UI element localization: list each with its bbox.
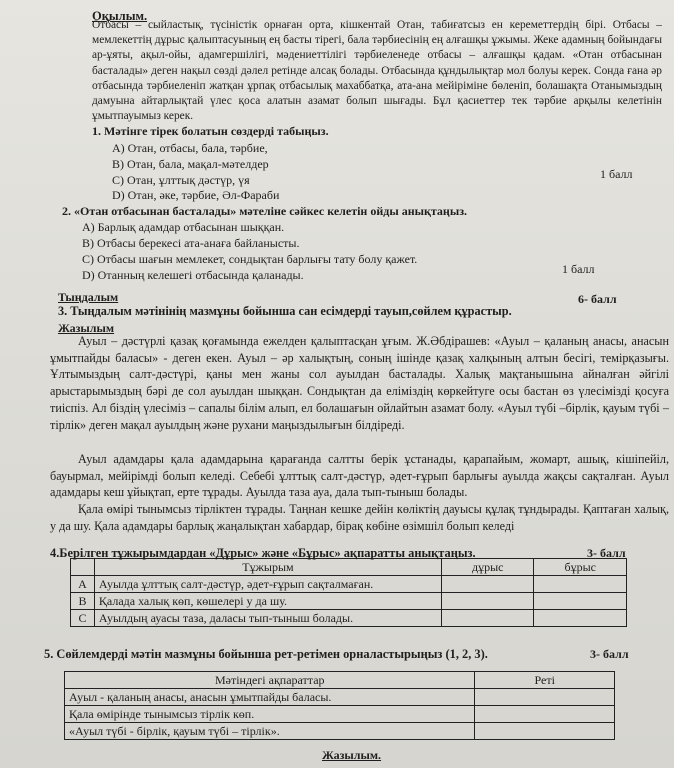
q5-table [64, 671, 615, 740]
q4-table [70, 558, 627, 627]
q2-option-d[interactable]: D) Отанның келешегі отбасында қаланады. [82, 268, 304, 282]
row-statement: Қалада халық көп, көшелері у да шу. [94, 593, 441, 610]
q3-score: 6- балл [578, 292, 617, 306]
table-row [65, 723, 615, 740]
footer-heading: Жазылым. [322, 748, 382, 762]
q5-title: 5. Сөйлемдерді мәтін мазмұны бойынша рет-ретімен орналастырыңыз (1, 2, 3). [44, 647, 488, 661]
row-letter: C [71, 610, 95, 627]
q2-option-b[interactable]: B) Отбасы берекесі ата-анаға байланысты. [82, 236, 300, 250]
writing-paragraph-1: Ауыл – дәстүрлі қазақ қоғамында ежелден қалыптасқан ұғым. Ж.Әбдірашев: «Ауыл – қаланың анасы, анасын ұмытпайды баласы» - деген екен. Ауыл – әр халықтың, соның ішінде қазақ халқының алтын бесігі, темірқазығы. Ұлтымыздың салт-дәстүрі, қаны мен жаны сол ауылдан басталады. Халық мақтанышына айналған әйгілі арыстарымыздың бәрі де сол ауылдан шыққан. Сондықтан да еліміздің көркейтуге осы бастан өз үлесімізді қосуға тиіспіз. Ал біздің үлесіміз – сапалы білім алып, ел болашағын ойлайтын азамат болу. «Ауыл түбі –бірлік, қауым түбі – тірлік» деген мақал ауылдың және рухани маңыздылығын білдіреді. [50, 334, 669, 432]
row-letter: A [71, 576, 95, 593]
q4-score: 3- балл [587, 546, 626, 560]
q2-option-c[interactable]: C) Отбасы шағын мемлекет, сондықтан барлығы тату болу қажет. [82, 252, 418, 266]
table-row [65, 706, 615, 723]
q1-title: 1. Мәтінге тірек болатын сөздерді табыңыз. [92, 124, 329, 138]
q5-header-order: Реті [475, 672, 615, 689]
q1-option-d[interactable]: D) Отан, әке, тәрбие, Әл-Фараби [112, 188, 280, 202]
false-answer-cell[interactable] [534, 610, 627, 627]
table-row [71, 593, 627, 610]
q2-title: 2. «Отан отбасынан басталады» мәтеліне сәйкес келетін ойды анықтаңыз. [62, 204, 468, 218]
q5-header-row [65, 672, 615, 689]
false-answer-cell[interactable] [534, 576, 627, 593]
table-row [65, 689, 615, 706]
q4-header-false: бұрыс [534, 559, 627, 576]
row-statement: Ауылда ұлттық салт-дәстүр, әдет-ғұрып сақталмаған. [94, 576, 441, 593]
q2-option-a[interactable]: A) Барлық адамдар отбасынан шыққан. [82, 220, 285, 234]
q1-option-a[interactable]: A) Отан, отбасы, бала, тәрбие, [112, 141, 268, 155]
true-answer-cell[interactable] [442, 576, 534, 593]
q4-header-true: дұрыс [442, 559, 534, 576]
listening-heading: Тыңдалым [58, 290, 119, 304]
q5-header-info: Мәтіндегі ақпараттар [65, 672, 475, 689]
writing-paragraph-3: Қала өмірі тынымсыз тірліктен тұрады. Таңнан кешке дейін көліктің дауысы құлақ тұндырады. Қаптаған халық, у да шу. Қала адамдары барлық жаңалықтан хабардар, бірақ көбіне өзімшіл болып келеді [50, 502, 669, 533]
table-row [71, 610, 627, 627]
order-answer-cell[interactable] [475, 706, 615, 723]
row-statement: Ауылдың ауасы таза, даласы тып-тыныш болады. [94, 610, 441, 627]
order-answer-cell[interactable] [475, 723, 615, 740]
writing-paragraph-2: Ауыл адамдары қала адамдарына қарағанда салтты берік ұстанады, қарапайым, жомарт, ашық, кішіпейіл, бауырмал, мейірімді болып келеді. Себебі ұлттық салт-дәстүр, әдет-ғұрып барлығы ауылда жақсы сақталған. Ауыл адамдары кеш ұйықтап, ерте тұрады. Ауылда таза ауа, дала тып-тыныш болады. [50, 452, 669, 500]
q4-header-statement: Тұжырым [94, 559, 441, 576]
false-answer-cell[interactable] [534, 593, 627, 610]
true-answer-cell[interactable] [442, 610, 534, 627]
row-info: Қала өмірінде тынымсыз тірлік көп. [65, 706, 475, 723]
reading-heading: Оқылым. [92, 9, 148, 23]
row-letter: B [71, 593, 95, 610]
q4-header-row [71, 559, 627, 576]
row-info: Ауыл - қаланың анасы, анасын ұмытпайды баласы. [65, 689, 475, 706]
table-row [71, 576, 627, 593]
q3-title: 3. Тыңдалым мәтінінің мазмұны бойынша сан есімдерді тауып,сөйлем құрастыр. [58, 304, 512, 318]
q1-score: 1 балл [600, 167, 633, 181]
q5-score: 3- балл [590, 647, 629, 661]
q1-option-b[interactable]: B) Отан, бала, мақал-мәтелдер [112, 157, 269, 171]
reading-paragraph: Отбасы – сыйластық, түсіністік орнаған орта, кішкентай Отан, табиғатсыз ен кереметтердің бірі. Отбасы – мемлекеттің дұрыс қалыптасуының ең басты тірегі, бала тәрбиесінің ең алғашқы ұжымы. Жеке адамның бойындағы ар-ұяты, ақыл-ойы, адамгершілігі, мәдениеттілігі тәрбиеленеде отбасы – алғашқы қадам. «Отан отбасынан басталады» деген нақыл сөзді дәлел ретінде алсақ болады. Отбасында құндылықтар мол болуы керек. Сонда ғана әр отбасында тәрбиеленіп жатқан ұрпақ отбасылық махаббатқа, ата-ана мейіріміне бөленіп, болашақта Отанымыздың дамуына айтарлықтай үлес қоса алатын азамат болып шығады. Бұл қасиеттер тек тәрбие арқылы келетінін ұмытпауымыз керек. [92, 19, 662, 123]
q1-option-c[interactable]: C) Отан, ұлттық дәстүр, үя [112, 173, 250, 187]
q4-title: 4.Берілген тұжырымдардан «Дұрыс» және «Бұрыс» ақпаратты анықтаңыз. [50, 546, 476, 560]
order-answer-cell[interactable] [475, 689, 615, 706]
true-answer-cell[interactable] [442, 593, 534, 610]
q2-score: 1 балл [562, 262, 595, 276]
q4-header-blank [71, 559, 95, 576]
row-info: «Ауыл түбі - бірлік, қауым түбі – тірлік». [65, 723, 475, 740]
writing-heading: Жазылым [58, 321, 115, 335]
